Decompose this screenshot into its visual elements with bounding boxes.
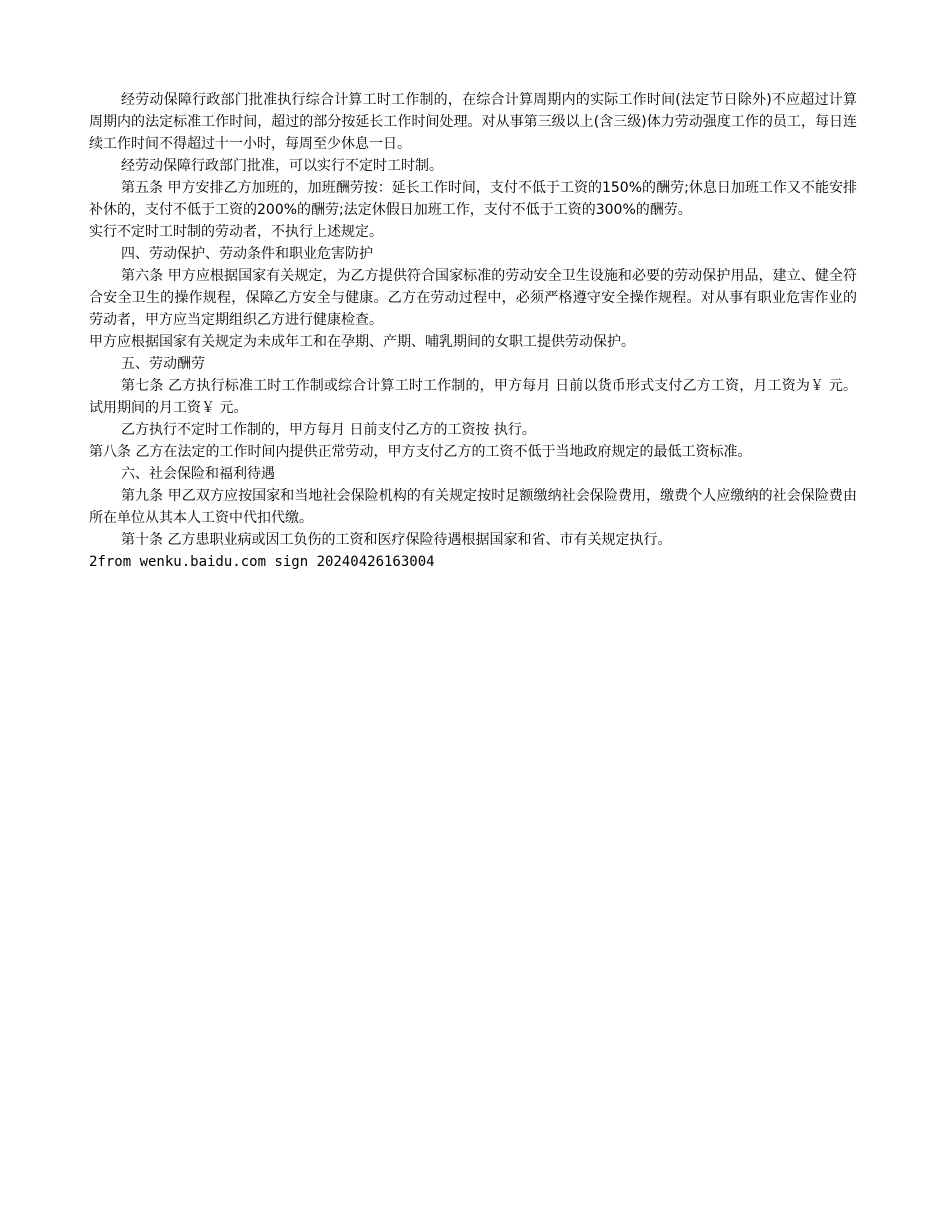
paragraph-flexible-exemption: 实行不定时工时制的劳动者，不执行上述规定。 bbox=[89, 224, 383, 240]
article-9: 第九条 甲乙双方应按国家和当地社会保险机构的有关规定按时足额缴纳社会保险费用，缴费个人应缴纳的社会保险费由所在单位从其本人工资中代扣代缴。 bbox=[89, 488, 857, 526]
article-10: 第十条 乙方患职业病或因工负伤的工资和医疗保险待遇根据国家和省、市有关规定执行。 bbox=[121, 532, 672, 548]
article-7: 第七条 乙方执行标准工时工作制或综合计算工时工作制的，甲方每月 日前以货币形式支付乙方工资，月工资为￥ 元。试用期间的月工资￥ 元。 bbox=[89, 378, 857, 416]
section-heading-remuneration: 五、劳动酬劳 bbox=[121, 356, 205, 372]
section-heading-social-insurance: 六、社会保险和福利待遇 bbox=[121, 466, 275, 482]
article-8: 第八条 乙方在法定的工作时间内提供正常劳动，甲方支付乙方的工资不低于当地政府规定的最低工资标准。 bbox=[89, 444, 752, 460]
paragraph-flexible-pay: 乙方执行不定时工作制的，甲方每月 日前支付乙方的工资按 执行。 bbox=[121, 422, 536, 438]
section-heading-labor-protection: 四、劳动保护、劳动条件和职业危害防护 bbox=[121, 246, 373, 262]
paragraph-flexible-hours: 经劳动保障行政部门批准，可以实行不定时工时制。 bbox=[121, 158, 443, 174]
source-footer: 2from wenku.baidu.com sign 20240426163004 bbox=[89, 554, 435, 570]
paragraph-comprehensive-hours: 经劳动保障行政部门批准执行综合计算工时工作制的，在综合计算周期内的实际工作时间(法定节日除外)不应超过计算周期内的法定标准工作时间，超过的部分按延长工作时间处理。对从事第三级以上(含三级)体力劳动强度工作的员工，每日连续工作时间不得超过十一小时，每周至少休息一日。 bbox=[89, 92, 857, 152]
paragraph-special-protection: 甲方应根据国家有关规定为未成年工和在孕期、产期、哺乳期间的女职工提供劳动保护。 bbox=[89, 334, 635, 350]
article-5: 第五条 甲方安排乙方加班的，加班酬劳按：延长工作时间，支付不低于工资的150%的酬劳;休息日加班工作又不能安排补休的，支付不低于工资的200%的酬劳;法定休假日加班工作，支付不低于工资的300%的酬劳。 bbox=[89, 180, 857, 218]
article-6: 第六条 甲方应根据国家有关规定，为乙方提供符合国家标准的劳动安全卫生设施和必要的劳动保护用品，建立、健全符合安全卫生的操作规程，保障乙方安全与健康。乙方在劳动过程中，必须严格遵守安全操作规程。对从事有职业危害作业的劳动者，甲方应当定期组织乙方进行健康检查。 bbox=[89, 268, 857, 328]
document-page bbox=[89, 89, 857, 573]
